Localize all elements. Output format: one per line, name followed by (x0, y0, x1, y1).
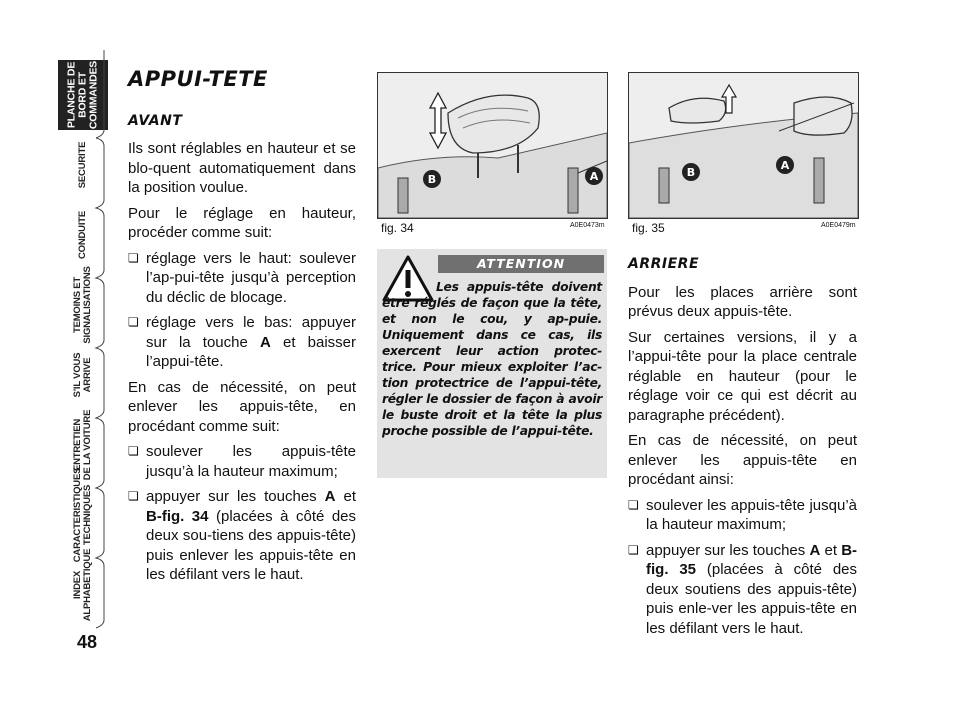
figure-35-code: A0E0479m (821, 222, 856, 229)
tab-label: CONDUITE (77, 210, 88, 260)
tab-label: SECURITE (77, 141, 88, 189)
tab-label: S'IL VOUS ARRIVE (72, 352, 93, 398)
fig-ref: B-fig. 34 (146, 507, 209, 525)
item-text: appuyer sur les touches (646, 541, 806, 559)
callout-label: B (427, 173, 437, 186)
fig-ref: B-fig. 35 (646, 541, 858, 578)
list-item: ❏ soulever les appuis-tête jusqu’à la hauteur maximum; (128, 442, 356, 481)
rear-heading: ARRIERE (628, 256, 700, 272)
item-text: et (824, 541, 838, 559)
front-intro: Ils sont réglables en hauteur et se blo-quent automatiquement dans la position voulue. (128, 140, 356, 196)
key-label: A (809, 541, 821, 559)
rear-section (628, 255, 857, 644)
remove-list (128, 442, 356, 585)
tab-label: PLANCHE DE BORD ET COMMANDES (65, 60, 100, 130)
item-text: appuyer sur les touches (146, 488, 317, 505)
list-item (628, 541, 857, 639)
list-item: ❏ soulever les appuis-tête jusqu’à la hauteur maximum; (628, 496, 857, 535)
rear-p3: En cas de nécessité, on peut enlever les appuis-tête en procédant ainsi: (628, 432, 857, 488)
figure-34-code: A0E0473m (570, 222, 605, 229)
figure-34-image (377, 72, 608, 219)
rear-p2: Sur certaines versions, il y a l’appui-tête pour la place centrale réglable en hauteur (pour le réglage voir ce qui est décrit au paragraphe précédent). (628, 328, 857, 424)
list-item: ❏ réglage vers le haut: soulever l’ap-pui-tête jusqu’à perception du déclic de blocage. (128, 249, 356, 308)
callout-label: B (686, 166, 696, 179)
figure-35-image (628, 72, 859, 219)
front-section (128, 67, 357, 591)
tab-label: ENTRETIEN DE LA VOITURE (72, 409, 93, 481)
key-label: A (260, 333, 271, 351)
list-item (128, 313, 356, 372)
item-text: (placées à côté des deux soutiens des appuis-tête) puis enle-ver les appuis-tête en les défilant vers le haut. (646, 561, 858, 637)
list-item (128, 487, 356, 585)
item-text: réglage vers le bas: appuyer sur la touche (146, 314, 356, 351)
item-text: et baisser l’appui-tête. (146, 333, 357, 370)
figure-35-label: fig. 35 (632, 221, 665, 235)
rear-headrest-illustration (629, 73, 858, 218)
tab-label: CARACTERISTIQUES TECHNIQUES (72, 467, 93, 563)
warning-text: Les appuis-tête doivent être réglés de façon que la tête, et non le cou, y ap-puie. Uniquement dans ce cas, ils exercent leur action protec-trice. Pour mieux exploiter l’ac-tion protectrice de l’appui-tête, régler le dossier de façon à avoir le buste droit et la tête la plus proche possible de l’appui-tête. (382, 280, 602, 438)
page-number: 48 (76, 632, 98, 652)
adjust-intro: Pour le réglage en hauteur, procéder comme suit: (128, 204, 356, 241)
callout-label: A (780, 159, 790, 172)
callout-label: A (589, 170, 599, 183)
key-label: A (324, 488, 336, 505)
page-title: APPUI-TETE (128, 67, 268, 91)
item-text: (placées à côté des deux sou-tiens des appuis-tête) puis enlever les appuis-tête en les défilant vers le haut. (146, 507, 356, 583)
item-text: et (343, 488, 357, 505)
front-heading: AVANT (128, 112, 183, 129)
tab-label: INDEX ALPHABETIQUE (72, 548, 93, 622)
tab-divider-curves (0, 0, 120, 709)
warning-box (377, 249, 607, 478)
tab-label: TEMOINS ET SIGNALISATIONS (72, 266, 93, 344)
remove-intro: En cas de nécessité, on peut enlever les appuis-tête, en procédant comme suit: (128, 378, 356, 435)
figure-34-label: fig. 34 (381, 221, 414, 235)
adjust-list (128, 249, 356, 372)
rear-list (628, 496, 857, 639)
warning-title: ATTENTION (438, 255, 604, 273)
headrest-illustration (378, 73, 607, 218)
rear-p1: Pour les places arrière sont prévus deux appuis-tête. (628, 283, 857, 320)
